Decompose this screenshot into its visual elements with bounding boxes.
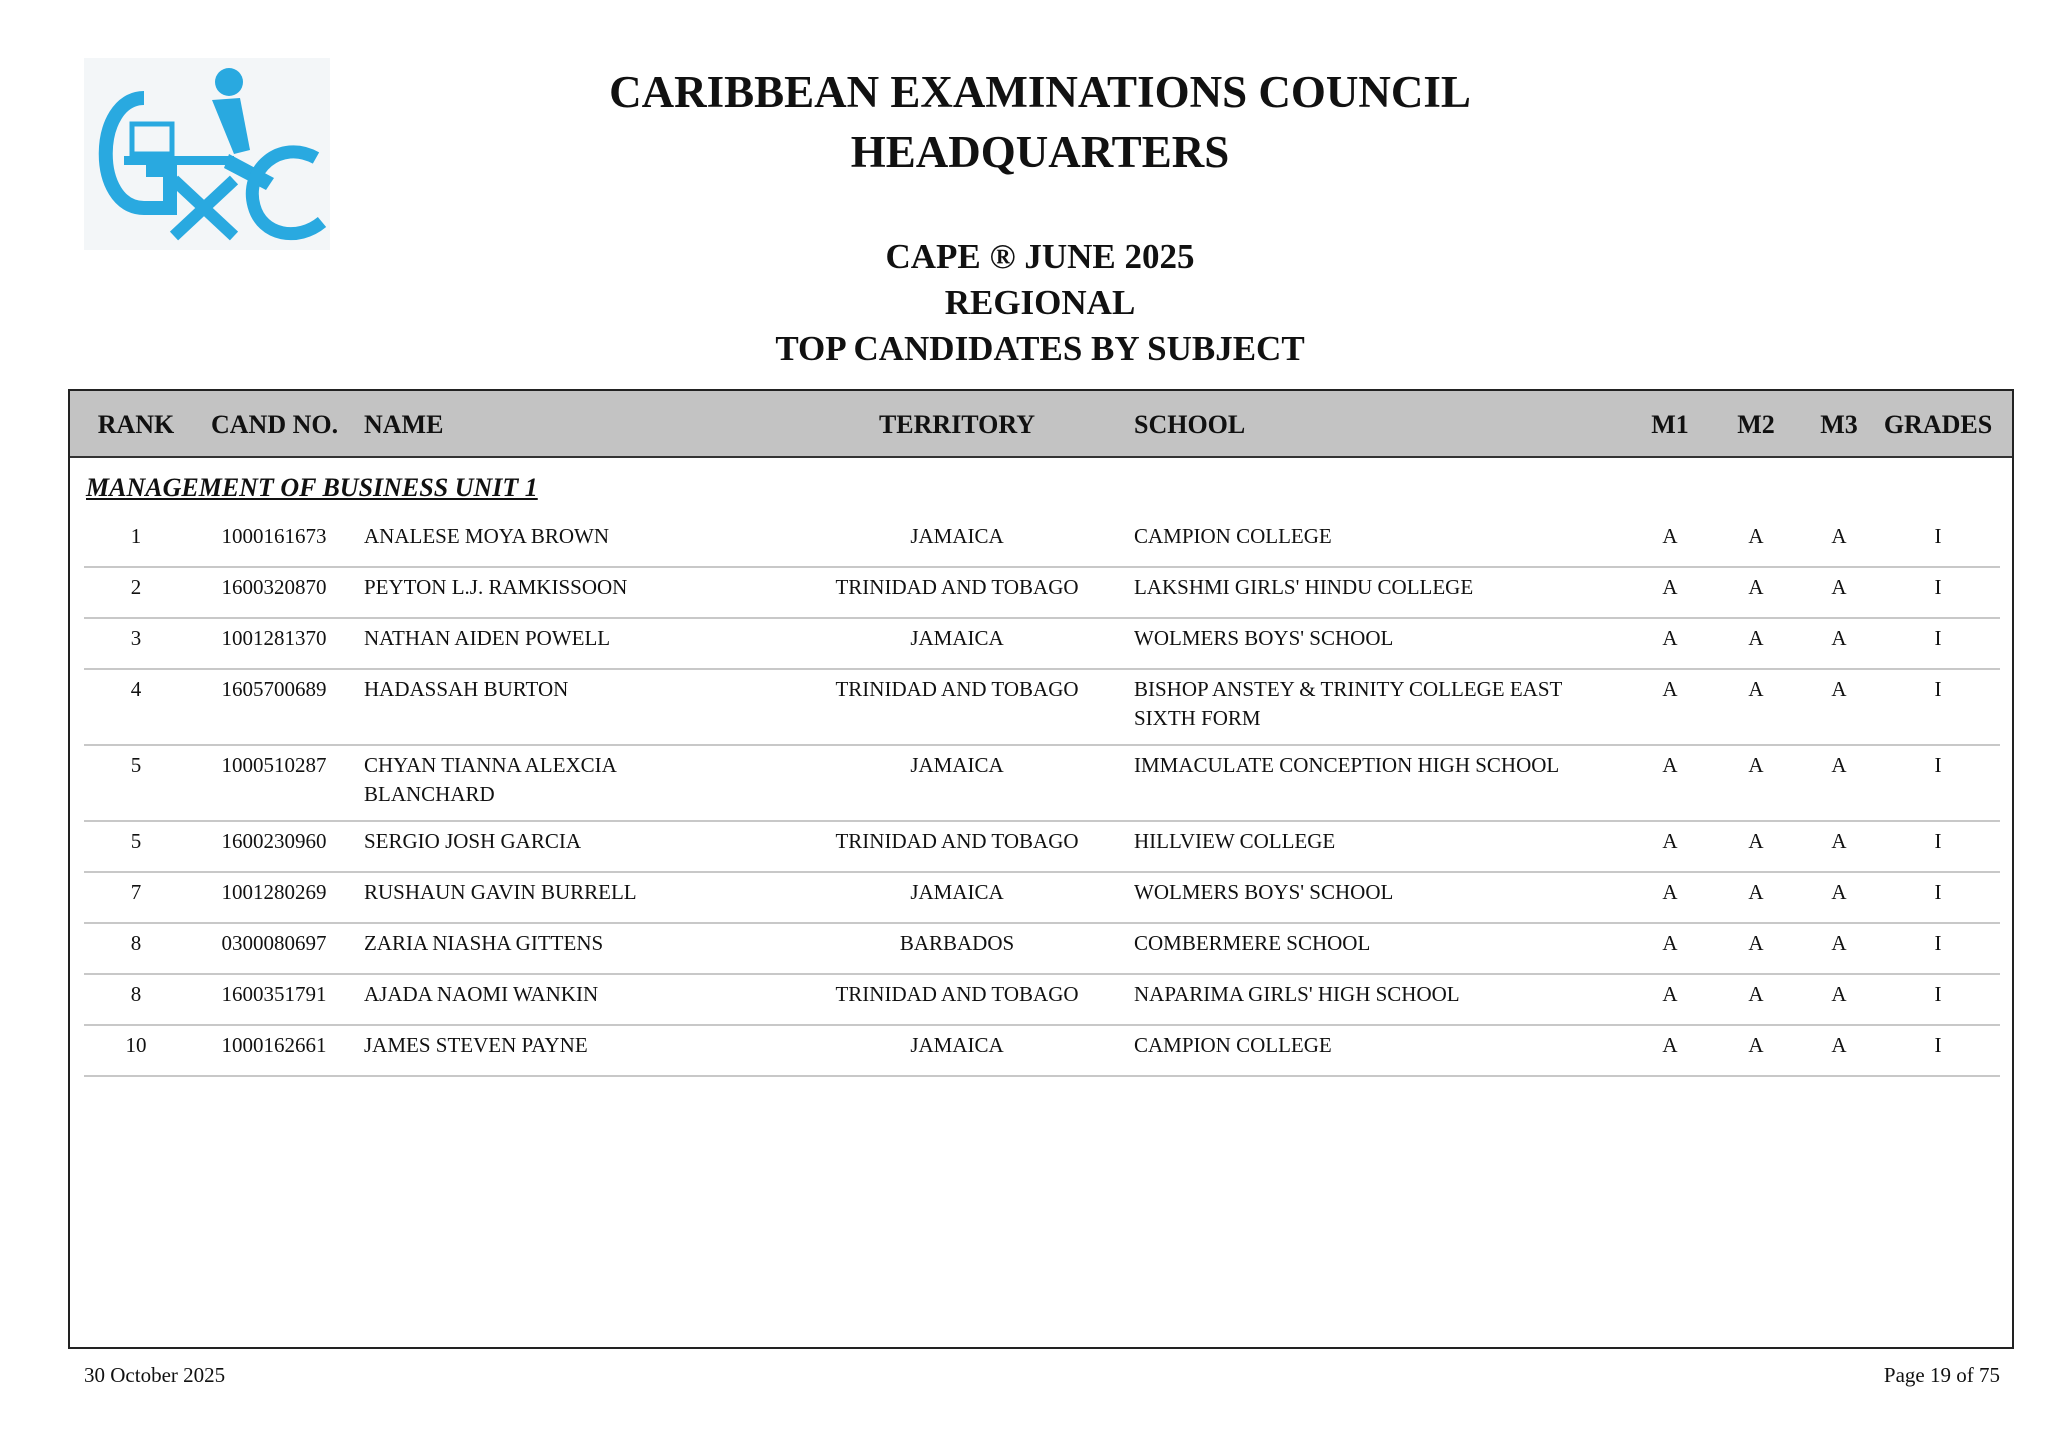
cell-grade: I bbox=[1934, 575, 1942, 599]
table-header bbox=[70, 391, 2012, 458]
cell-m2: A bbox=[1748, 982, 1764, 1006]
cell-cand-no: 0300080697 bbox=[221, 931, 327, 955]
cell-name: RUSHAUN GAVIN BURRELL bbox=[364, 880, 637, 904]
cell-m2: A bbox=[1748, 677, 1764, 701]
cell-cand-no: 1001281370 bbox=[221, 626, 327, 650]
cell-grade: I bbox=[1934, 1033, 1942, 1057]
table-row bbox=[84, 871, 2000, 924]
cell-rank: 5 bbox=[130, 753, 142, 777]
cell-m2: A bbox=[1748, 626, 1764, 650]
cell-rank: 1 bbox=[130, 524, 142, 548]
cell-cand-no: 1600351791 bbox=[221, 982, 327, 1006]
cell-grade: I bbox=[1934, 626, 1942, 650]
cell-m3: A bbox=[1831, 524, 1847, 548]
table-row bbox=[84, 922, 2000, 975]
cell-school: CAMPION COLLEGE bbox=[1134, 524, 1332, 548]
cell-m3: A bbox=[1831, 575, 1847, 599]
cell-m1: A bbox=[1662, 575, 1678, 599]
cell-m3: A bbox=[1831, 931, 1847, 955]
cell-grade: I bbox=[1934, 829, 1942, 853]
scope-title: REGIONAL bbox=[944, 283, 1136, 322]
cell-grade: I bbox=[1934, 982, 1942, 1006]
cell-m2: A bbox=[1748, 931, 1764, 955]
col-m3: M3 bbox=[1820, 410, 1858, 439]
cell-m2: A bbox=[1748, 524, 1764, 548]
cell-cand-no: 1600230960 bbox=[221, 829, 327, 853]
cell-m1: A bbox=[1662, 880, 1678, 904]
cell-territory: JAMAICA bbox=[910, 626, 1004, 650]
cell-school: WOLMERS BOYS' SCHOOL bbox=[1134, 626, 1394, 650]
cell-rank: 10 bbox=[125, 1033, 147, 1057]
cell-m3: A bbox=[1831, 677, 1847, 701]
cell-name: NATHAN AIDEN POWELL bbox=[364, 626, 611, 650]
table-row bbox=[84, 820, 2000, 873]
cell-school: LAKSHMI GIRLS' HINDU COLLEGE bbox=[1134, 575, 1474, 599]
cell-rank: 4 bbox=[130, 677, 142, 701]
cell-name: CHYAN TIANNA ALEXCIA BLANCHARD bbox=[364, 753, 616, 806]
cell-m1: A bbox=[1662, 829, 1678, 853]
col-rank: RANK bbox=[97, 410, 175, 439]
cell-cand-no: 1000162661 bbox=[221, 1033, 327, 1057]
cell-territory: JAMAICA bbox=[910, 880, 1004, 904]
cell-m1: A bbox=[1662, 677, 1678, 701]
cell-grade: I bbox=[1934, 880, 1942, 904]
cell-rank: 7 bbox=[130, 880, 142, 904]
cell-m1: A bbox=[1662, 931, 1678, 955]
table-row bbox=[84, 668, 2000, 746]
footer-page: Page 19 of 75 bbox=[1883, 1363, 2000, 1387]
cell-school: CAMPION COLLEGE bbox=[1134, 1033, 1332, 1057]
col-school: SCHOOL bbox=[1134, 410, 1246, 439]
cell-m1: A bbox=[1662, 524, 1678, 548]
cell-rank: 8 bbox=[130, 982, 142, 1006]
cell-m2: A bbox=[1748, 829, 1764, 853]
table-row bbox=[84, 744, 2000, 822]
cell-name: ANALESE MOYA BROWN bbox=[364, 524, 610, 548]
results-table bbox=[68, 389, 2014, 1349]
cell-cand-no: 1001280269 bbox=[221, 880, 327, 904]
table-row bbox=[84, 515, 2000, 568]
cell-m3: A bbox=[1831, 753, 1847, 777]
col-cand-no: CAND NO. bbox=[211, 410, 339, 439]
cell-territory: TRINIDAD AND TOBAGO bbox=[835, 575, 1079, 599]
cell-rank: 2 bbox=[130, 575, 142, 599]
table-row bbox=[84, 973, 2000, 1026]
cell-m2: A bbox=[1748, 1033, 1764, 1057]
cell-school: BISHOP ANSTEY & TRINITY COLLEGE EAST SIXTH FORM bbox=[1134, 677, 1562, 730]
col-m2: M2 bbox=[1737, 410, 1775, 439]
cell-m1: A bbox=[1662, 1033, 1678, 1057]
col-name: NAME bbox=[364, 410, 444, 439]
exam-title: CAPE ® JUNE 2025 bbox=[885, 237, 1195, 276]
cell-territory: JAMAICA bbox=[910, 1033, 1004, 1057]
cell-m1: A bbox=[1662, 982, 1678, 1006]
cell-rank: 8 bbox=[130, 931, 142, 955]
cell-grade: I bbox=[1934, 677, 1942, 701]
cell-name: AJADA NAOMI WANKIN bbox=[364, 982, 599, 1006]
cell-territory: TRINIDAD AND TOBAGO bbox=[835, 982, 1079, 1006]
cell-cand-no: 1600320870 bbox=[221, 575, 327, 599]
subject-title: MANAGEMENT OF BUSINESS UNIT 1 bbox=[86, 473, 538, 502]
cell-name: SERGIO JOSH GARCIA bbox=[364, 829, 582, 853]
cell-cand-no: 1605700689 bbox=[221, 677, 327, 701]
table-row bbox=[84, 566, 2000, 619]
cell-school: HILLVIEW COLLEGE bbox=[1134, 829, 1336, 853]
cell-territory: TRINIDAD AND TOBAGO bbox=[835, 829, 1079, 853]
cell-cand-no: 1000510287 bbox=[221, 753, 327, 777]
cell-m3: A bbox=[1831, 829, 1847, 853]
cell-name: JAMES STEVEN PAYNE bbox=[364, 1033, 588, 1057]
report-title: TOP CANDIDATES BY SUBJECT bbox=[775, 329, 1305, 368]
cell-m2: A bbox=[1748, 575, 1764, 599]
cell-territory: TRINIDAD AND TOBAGO bbox=[835, 677, 1079, 701]
cell-m2: A bbox=[1748, 880, 1764, 904]
cell-grade: I bbox=[1934, 753, 1942, 777]
footer-date: 30 October 2025 bbox=[84, 1363, 226, 1387]
cell-m1: A bbox=[1662, 753, 1678, 777]
report-header bbox=[0, 62, 2048, 182]
cell-m1: A bbox=[1662, 626, 1678, 650]
cell-m3: A bbox=[1831, 982, 1847, 1006]
cell-m3: A bbox=[1831, 1033, 1847, 1057]
cell-rank: 5 bbox=[130, 829, 142, 853]
cell-grade: I bbox=[1934, 931, 1942, 955]
cell-name: HADASSAH BURTON bbox=[364, 677, 569, 701]
cell-territory: JAMAICA bbox=[910, 753, 1004, 777]
cell-m3: A bbox=[1831, 880, 1847, 904]
cell-school: NAPARIMA GIRLS' HIGH SCHOOL bbox=[1134, 982, 1460, 1006]
cell-school: IMMACULATE CONCEPTION HIGH SCHOOL bbox=[1134, 753, 1560, 777]
cell-rank: 3 bbox=[130, 626, 142, 650]
cell-name: PEYTON L.J. RAMKISSOON bbox=[364, 575, 628, 599]
col-grades: GRADES bbox=[1883, 410, 1993, 439]
cell-school: COMBERMERE SCHOOL bbox=[1134, 931, 1371, 955]
table-row bbox=[84, 617, 2000, 670]
org-name: CARIBBEAN EXAMINATIONS COUNCIL bbox=[609, 67, 1471, 117]
cell-grade: I bbox=[1934, 524, 1942, 548]
col-m1: M1 bbox=[1651, 410, 1689, 439]
org-office: HEADQUARTERS bbox=[850, 127, 1230, 177]
cell-name: ZARIA NIASHA GITTENS bbox=[364, 931, 604, 955]
cell-territory: JAMAICA bbox=[910, 524, 1004, 548]
table-row bbox=[84, 1024, 2000, 1077]
cell-m3: A bbox=[1831, 626, 1847, 650]
col-territory: TERRITORY bbox=[878, 410, 1036, 439]
cell-territory: BARBADOS bbox=[899, 931, 1015, 955]
cell-cand-no: 1000161673 bbox=[221, 524, 327, 548]
cell-m2: A bbox=[1748, 753, 1764, 777]
report-subheader bbox=[0, 234, 2048, 372]
cell-school: WOLMERS BOYS' SCHOOL bbox=[1134, 880, 1394, 904]
